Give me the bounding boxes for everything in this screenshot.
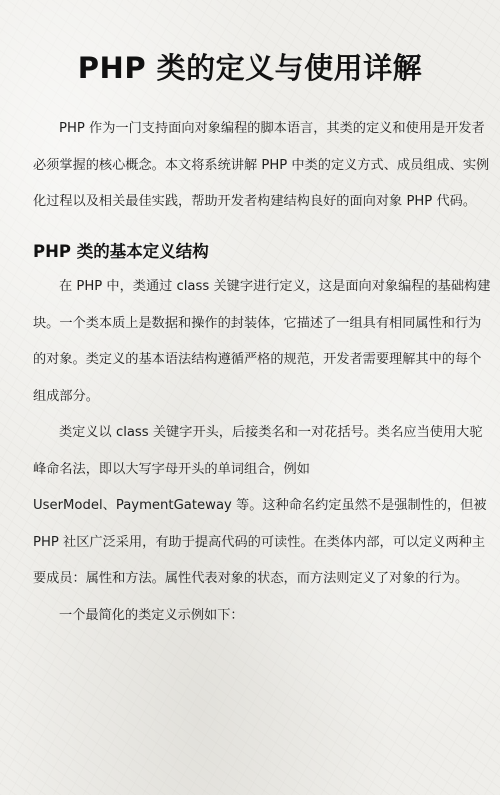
body-line: 要成员：属性和方法。属性代表对象的状态，而方法则定义了对象的行为。: [33, 571, 469, 586]
body-line: PHP 社区广泛采用，有助于提高代码的可读性。在类体内部，可以定义两种主: [33, 534, 486, 550]
body-line: 类定义以 class 关键字开头，后接类名和一对花括号。类名应当使用大驼: [59, 425, 483, 440]
body-line: 的对象。类定义的基本语法结构遵循严格的规范，开发者需要理解其中的每个: [33, 352, 482, 367]
body-line: 组成部分。: [33, 388, 99, 404]
intro-line: PHP 作为一门支持面向对象编程的脚本语言，其类的定义和使用是开发者: [59, 121, 485, 136]
page-title: PHP 类的定义与使用详解: [77, 51, 423, 85]
body-line: 块。一个类本质上是数据和操作的封装体，它描述了一组具有相同属性和行为: [33, 315, 482, 331]
section-heading: PHP 类的基本定义结构: [33, 242, 209, 261]
body-line: 峰命名法，即以大写字母开头的单词组合，例如: [33, 461, 310, 477]
intro-paragraph: [33, 111, 490, 221]
intro-line: 必须掌握的核心概念。本文将系统讲解 PHP 中类的定义方式、成员组成、实例: [33, 157, 490, 173]
intro-line: 化过程以及相关最佳实践，帮助开发者构建结构良好的面向对象 PHP 代码。: [33, 194, 477, 209]
body-line: 一个最简化的类定义示例如下：: [59, 607, 244, 623]
body-line: 在 PHP 中，类通过 class 关键字进行定义，这是面向对象编程的基础构建: [59, 279, 491, 294]
body-line: UserModel、PaymentGateway 等。这种命名约定虽然不是强制性的，但被: [33, 498, 487, 513]
section-body: [33, 269, 491, 634]
